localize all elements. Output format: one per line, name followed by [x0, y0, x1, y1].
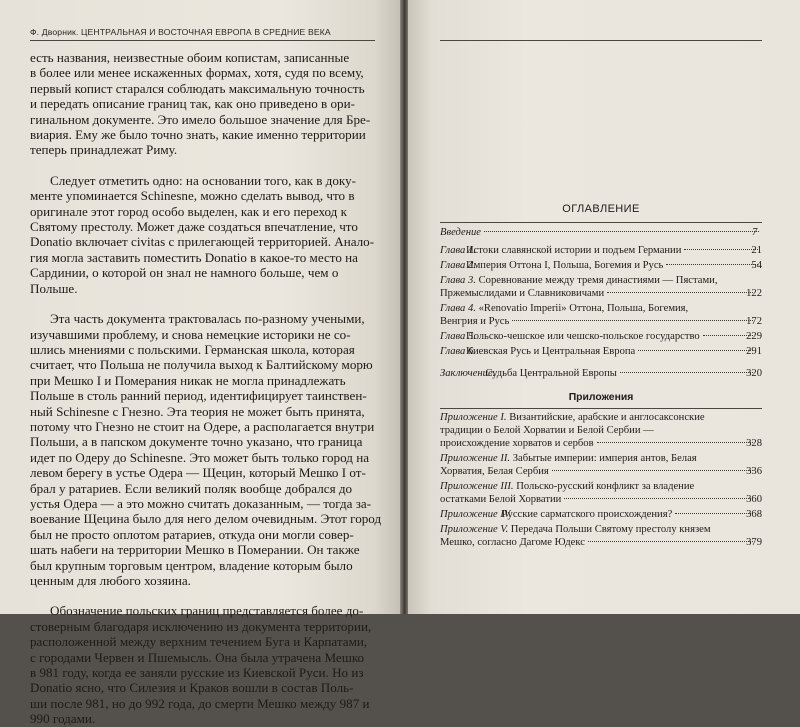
- toc-entry-line: [440, 508, 762, 521]
- toc-entry: [440, 244, 762, 257]
- toc-entry-text: происхождение хорватов и сербов: [440, 438, 594, 449]
- toc-entry-line: [440, 244, 762, 257]
- toc-entry-text: Истоки славянской истории и подъем Германии: [465, 245, 682, 256]
- paragraph: [30, 173, 375, 296]
- text-line: при Мешко I и Померания никак не могла принадлежать: [30, 372, 346, 388]
- toc-entries: [440, 226, 762, 380]
- appendix-title: Приложения: [568, 392, 634, 403]
- toc-entry: [440, 452, 762, 478]
- text-line: Обозначение польских границ представляется более до-: [50, 603, 364, 619]
- toc-entry-label: Глава 6.: [440, 346, 476, 357]
- toc-entry-line: [440, 345, 762, 358]
- appendix-title-rule: [440, 408, 762, 409]
- toc-page-number: 229: [746, 331, 762, 342]
- toc-entry-label: Глава 5.: [440, 331, 476, 342]
- toc-entry: [440, 330, 762, 343]
- dot-leader: [675, 513, 753, 514]
- toc-appendices: [440, 411, 762, 549]
- toc-entry-text: остатками Белой Хорватии: [440, 494, 562, 505]
- dot-leader: [684, 249, 758, 250]
- toc-entry-text: Соревнование между тремя династиями — Пястами,: [478, 275, 718, 286]
- text-line: Польше в столь ранний период, идентифицирует таинствен-: [30, 388, 367, 404]
- text-line: теперь принадлежат Риму.: [30, 142, 178, 158]
- toc-entry: [440, 523, 762, 549]
- dot-leader: [597, 442, 754, 443]
- paragraph: [30, 311, 382, 588]
- text-line: гинальном документе. Это имело большое значение для Бре-: [30, 111, 371, 127]
- toc-page-number: 379: [746, 537, 762, 548]
- toc-entry: [440, 345, 762, 358]
- text-line: Сардинии, о которой он знал не намного больше, чем о: [30, 265, 339, 281]
- toc-entry-text: «Renovatio Imperii» Оттона, Польша, Богемия,: [478, 303, 689, 314]
- toc-entry-line: [440, 452, 762, 465]
- toc-entry-line: [440, 315, 762, 328]
- toc-entry-text: Польско-чешское или чешско-польское государство: [465, 331, 700, 342]
- toc-entry-line: [440, 523, 762, 536]
- table-of-contents: [440, 203, 762, 549]
- dot-leader: [638, 350, 753, 351]
- toc-entry-text: Киевская Русь и Центральная Европа: [465, 346, 636, 357]
- dot-leader: [512, 320, 753, 321]
- text-line: воевание Щецина было для него делом очевидным. Этот город: [30, 511, 382, 527]
- toc-entry-line: [440, 259, 762, 272]
- toc-entry-text: Венгрия и Русь: [440, 316, 510, 327]
- dot-leader: [588, 541, 753, 542]
- text-line: левом берегу в устье Одера — Щецин, который Мешко I от-: [30, 465, 366, 481]
- text-line: считает, что Польша не получила выход к Балтийскому морю: [30, 357, 373, 373]
- text-line: изучавшими проблему, и снова немецкие историки не со-: [30, 326, 351, 342]
- text-line: ши после 981, но до 992 года, до смерти Мешко между 987 и: [30, 695, 370, 711]
- toc-entry-text: Империя Оттона I, Польша, Богемия и Русь: [465, 260, 664, 271]
- toc-page-number: 21: [751, 245, 762, 256]
- toc-entry-label: Приложение V.: [440, 524, 509, 535]
- text-line: есть названия, неизвестные обоим копистам, записанные: [30, 50, 350, 65]
- toc-entry-text: Польско-русский конфликт за владение: [516, 481, 695, 492]
- toc-entry-text: Хорватия, Белая Сербия: [440, 466, 549, 477]
- toc-entry-line: [440, 367, 762, 380]
- toc-title: ОГЛАВЛЕНИЕ: [562, 203, 640, 215]
- text-line: в 981 году, когда ее заняли русские из Киевской Руси. Но из: [30, 665, 364, 681]
- toc-page-number: 368: [746, 509, 762, 520]
- text-line: Святому престолу. Может даже создаться впечатление, что: [30, 219, 358, 235]
- text-line: первый копист старался соблюдать максимальную точность: [30, 80, 365, 96]
- toc-entry-text: Мешко, согласно Дагоме Юдекс: [440, 537, 585, 548]
- text-line: идет по Одеру до Schinesne. Это может быть только город на: [30, 449, 370, 465]
- text-line: Donatio включает civitas с прилегающей территорией. Анало-: [30, 234, 375, 250]
- toc-page-number: 328: [746, 438, 762, 449]
- text-line: расположенной между верхним течением Буга и Карпатами,: [30, 634, 368, 650]
- paragraph: [30, 603, 375, 726]
- text-line: устья Одера — а это можно считать доказанным, — тогда за-: [30, 495, 372, 511]
- toc-entry-line: [440, 287, 762, 300]
- dot-leader: [620, 372, 753, 373]
- text-line: в более или менее искаженных формах, хотя, судя по всему,: [30, 65, 364, 81]
- toc-entry-label: Приложение I.: [440, 412, 507, 423]
- toc-entry-label: Приложение II.: [440, 453, 511, 464]
- header-rule-right: [440, 40, 762, 41]
- text-line: оригинале этот город особо выделен, как и его переход к: [30, 203, 347, 219]
- toc-entry-text: Русские сарматского происхождения?: [501, 509, 673, 520]
- toc-entry-label: Заключение.: [440, 368, 496, 379]
- text-line: виария. Ему же было точно знать, какие именно территории: [30, 127, 366, 143]
- toc-page-number: 172: [746, 316, 762, 327]
- toc-entry-line: [440, 330, 762, 343]
- toc-entry-label: Глава 3.: [440, 275, 476, 286]
- toc-entry-label: Приложение IV.: [440, 509, 512, 520]
- toc-page-number: 360: [746, 494, 762, 505]
- toc-entry-text: Передача Польши Святому престолу князем: [510, 524, 711, 535]
- paragraph: [30, 50, 375, 158]
- toc-entry-line: [440, 536, 762, 549]
- toc-entry-text: традиции о Белой Хорватии и Белой Сербии —: [440, 425, 654, 436]
- text-line: Эта часть документа трактовалась по-разному учеными,: [50, 311, 365, 327]
- text-line: был не просто оплотом ратариев, откуда они могли совер-: [30, 526, 354, 542]
- toc-entry-text: Пржемыслидами и Славниковичами: [440, 288, 605, 299]
- toc-entry-label: Приложение III.: [440, 481, 514, 492]
- toc-entry-line: Введение 7: [440, 227, 758, 238]
- toc-entry-text: Византийские, арабские и англосаксонские: [509, 412, 705, 423]
- toc-entry-label: Глава 1.: [440, 245, 476, 256]
- text-line: ценным для любого хозяина.: [30, 573, 191, 588]
- dot-leader: [607, 292, 753, 293]
- toc-entry-text: Введение: [440, 227, 481, 238]
- toc-entry-line: [440, 465, 762, 478]
- dot-leader: [666, 264, 758, 265]
- header-rule: [30, 40, 375, 41]
- text-line: менте упоминается Schinesne, можно сделать вывод, что в: [30, 188, 355, 204]
- toc-page-number: 336: [746, 466, 762, 477]
- toc-entry-line: [440, 274, 762, 287]
- dot-leader: [564, 498, 753, 499]
- text-line: шать набеги на территории Мешко в Померании. Он также: [30, 542, 360, 558]
- text-line: брал у ратариев. Если великий поляк вообще добрался до: [30, 480, 353, 496]
- text-line: 990 годами.: [30, 711, 96, 727]
- toc-entry: [440, 274, 762, 300]
- toc-entry: [440, 259, 762, 272]
- toc-title-rule: [440, 222, 762, 223]
- toc-entry-label: Глава 2.: [440, 260, 476, 271]
- toc-page-number: 320: [746, 368, 762, 379]
- text-line: шлись мнениями с польскими. Германская школа, которая: [30, 341, 355, 357]
- dot-leader: [484, 231, 759, 232]
- text-line: с городами Червен и Пшемысль. Она была утрачена Мешко: [30, 649, 365, 665]
- text-line: стоверным благодаря исключению из документа территории,: [30, 618, 372, 634]
- toc-entry-line: [440, 480, 762, 493]
- toc-entry-line: [440, 424, 762, 437]
- text-line: потому что Гнезно не стоит на Одере, а располагается внутри: [30, 418, 375, 434]
- toc-entry-label: Глава 4.: [440, 303, 476, 314]
- toc-entry: [440, 367, 762, 380]
- text-line: Следует отметить одно: на основании того, как в доку-: [50, 172, 356, 188]
- text-line: был крупным торговым центром, владение которым было: [30, 557, 353, 573]
- toc-page-number: 291: [746, 346, 762, 357]
- toc-entry-line: [440, 493, 762, 506]
- toc-entry-line: [440, 302, 762, 315]
- text-line: Donatio ясно, что Силезия и Краков вошли в состав Поль-: [30, 680, 354, 696]
- text-line: гия могла заставить поместить Donatio в какое-то место на: [30, 249, 358, 265]
- text-line: Польше.: [30, 280, 78, 296]
- text-line: и передать описание границ так, как оно приведено в ори-: [30, 96, 355, 112]
- toc-entry-line: [440, 411, 762, 424]
- toc-entry: [440, 226, 762, 239]
- dot-leader: [552, 470, 753, 471]
- toc-entry-text: Забытые империи: империя антов, Белая: [512, 453, 697, 464]
- toc-page-number: 122: [746, 288, 762, 299]
- body-text: [30, 50, 382, 727]
- toc-entry: [440, 508, 762, 521]
- text-line: Польши, а в папском документе точно указано, что граница: [30, 434, 363, 450]
- toc-entry: [440, 411, 762, 450]
- toc-page-number: 54: [751, 260, 762, 271]
- toc-entry-text: Судьба Центральной Европы: [485, 368, 617, 379]
- toc-entry: [440, 480, 762, 506]
- toc-entry: [440, 302, 762, 328]
- text-line: ный Schinesne с Гнезно. Эта теория не может быть принята,: [30, 403, 365, 419]
- running-head: Ф. Дворник. ЦЕНТРАЛЬНАЯ И ВОСТОЧНАЯ ЕВРОПА В СРЕДНИЕ ВЕКА: [30, 27, 331, 37]
- toc-entry-line: [440, 437, 762, 450]
- dot-leader: [703, 335, 753, 336]
